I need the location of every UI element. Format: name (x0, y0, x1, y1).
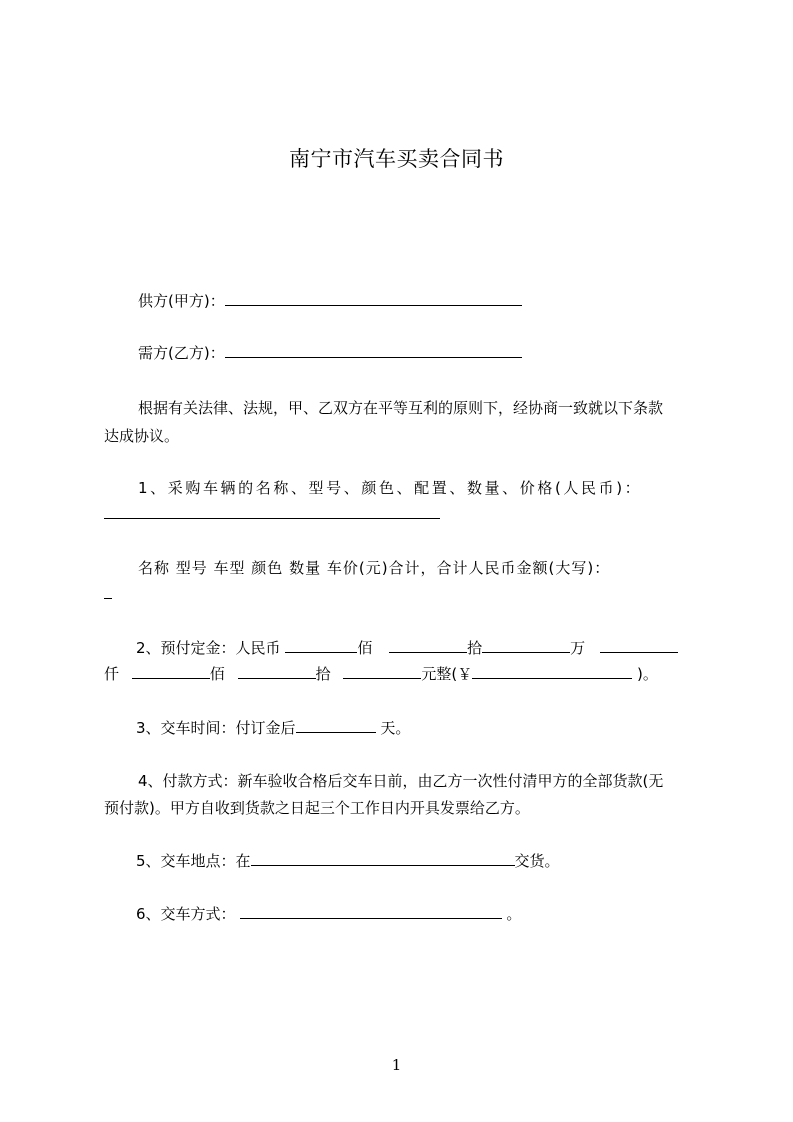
clause1-blank[interactable] (104, 503, 440, 519)
intro-paragraph-line2 (104, 424, 704, 448)
contract-title: 南宁市汽车买卖合同书 (289, 147, 504, 171)
buyer-blank[interactable] (225, 342, 522, 358)
clause2-unit-qian: 仟 (104, 665, 124, 683)
clause2-line1 (104, 636, 736, 660)
clause4-line1 (104, 769, 738, 793)
clause6-prefix: 6、交车方式： (136, 905, 236, 923)
clause5-line (104, 849, 736, 873)
page-number: 1 (391, 1056, 402, 1074)
clause3-line (104, 716, 736, 740)
fields-line (104, 556, 738, 580)
clause2-unit-bai-2: 佰 (209, 665, 230, 683)
clause2-unit-bai: 佰 (357, 639, 378, 657)
clause5-prefix: 5、交车地点：在 (136, 852, 251, 870)
clause5-suffix: 交货。 (514, 852, 560, 870)
clause3-blank[interactable] (296, 717, 376, 733)
clause2-unit-shi-2: 拾 (315, 665, 336, 683)
clause2-blank-2[interactable] (389, 637, 467, 653)
amount-blank-line (104, 582, 704, 606)
supplier-line (104, 289, 738, 313)
buyer-line (104, 341, 738, 365)
clause3-suffix: 天。 (375, 719, 411, 737)
clause2-line2 (104, 662, 704, 686)
clause6-suffix: 。 (501, 905, 522, 923)
clause2-unit-wan: 万 (570, 639, 590, 657)
clause1-line (104, 476, 738, 500)
clause2-blank-4[interactable] (600, 637, 678, 653)
clause2-unit-yuan: 元整(￥ (421, 665, 473, 683)
clause3-prefix: 3、交车时间：付订金后 (136, 719, 296, 737)
clause2-end: )。 (632, 665, 658, 683)
intro-text-2: 达成协议。 (104, 427, 180, 445)
supplier-label: 供方(甲方)： (138, 292, 225, 310)
clause2-blank-5[interactable] (132, 663, 210, 679)
supplier-blank[interactable] (225, 290, 522, 306)
clause5-blank[interactable] (251, 850, 515, 866)
clause6-line (104, 902, 736, 926)
intro-paragraph-line1 (104, 396, 738, 420)
clause2-prefix: 2、预付定金：人民币 (136, 639, 286, 657)
fields-text: 名称 型号 车型 颜色 数量 车价(元)合计，合计人民币金额(大写)： (138, 559, 611, 577)
clause2-blank-7[interactable] (343, 663, 421, 679)
clause2-blank-3[interactable] (482, 637, 570, 653)
buyer-label: 需方(乙方)： (138, 344, 225, 362)
intro-text-1: 根据有关法律、法规，甲、乙双方在平等互利的原则下，经协商一致就以下条款 (138, 399, 664, 417)
clause1-text: 1、采购车辆的名称、型号、颜色、配置、数量、价格(人民币)： (138, 479, 643, 497)
clause4-text-2: 预付款)。甲方自收到货款之日起三个工作日内开具发票给乙方。 (104, 799, 530, 817)
clause2-blank-6[interactable] (238, 663, 316, 679)
clause2-blank-1[interactable] (285, 637, 357, 653)
clause6-blank[interactable] (240, 903, 502, 919)
clause2-blank-yen[interactable] (472, 663, 632, 679)
clause1-blank-line (104, 502, 704, 526)
amount-blank[interactable] (104, 583, 112, 599)
clause4-line2 (104, 796, 704, 820)
clause2-unit-shi: 拾 (467, 639, 483, 657)
clause4-text-1: 4、付款方式：新车验收合格后交车日前，由乙方一次性付清甲方的全部货款(无 (138, 772, 664, 790)
